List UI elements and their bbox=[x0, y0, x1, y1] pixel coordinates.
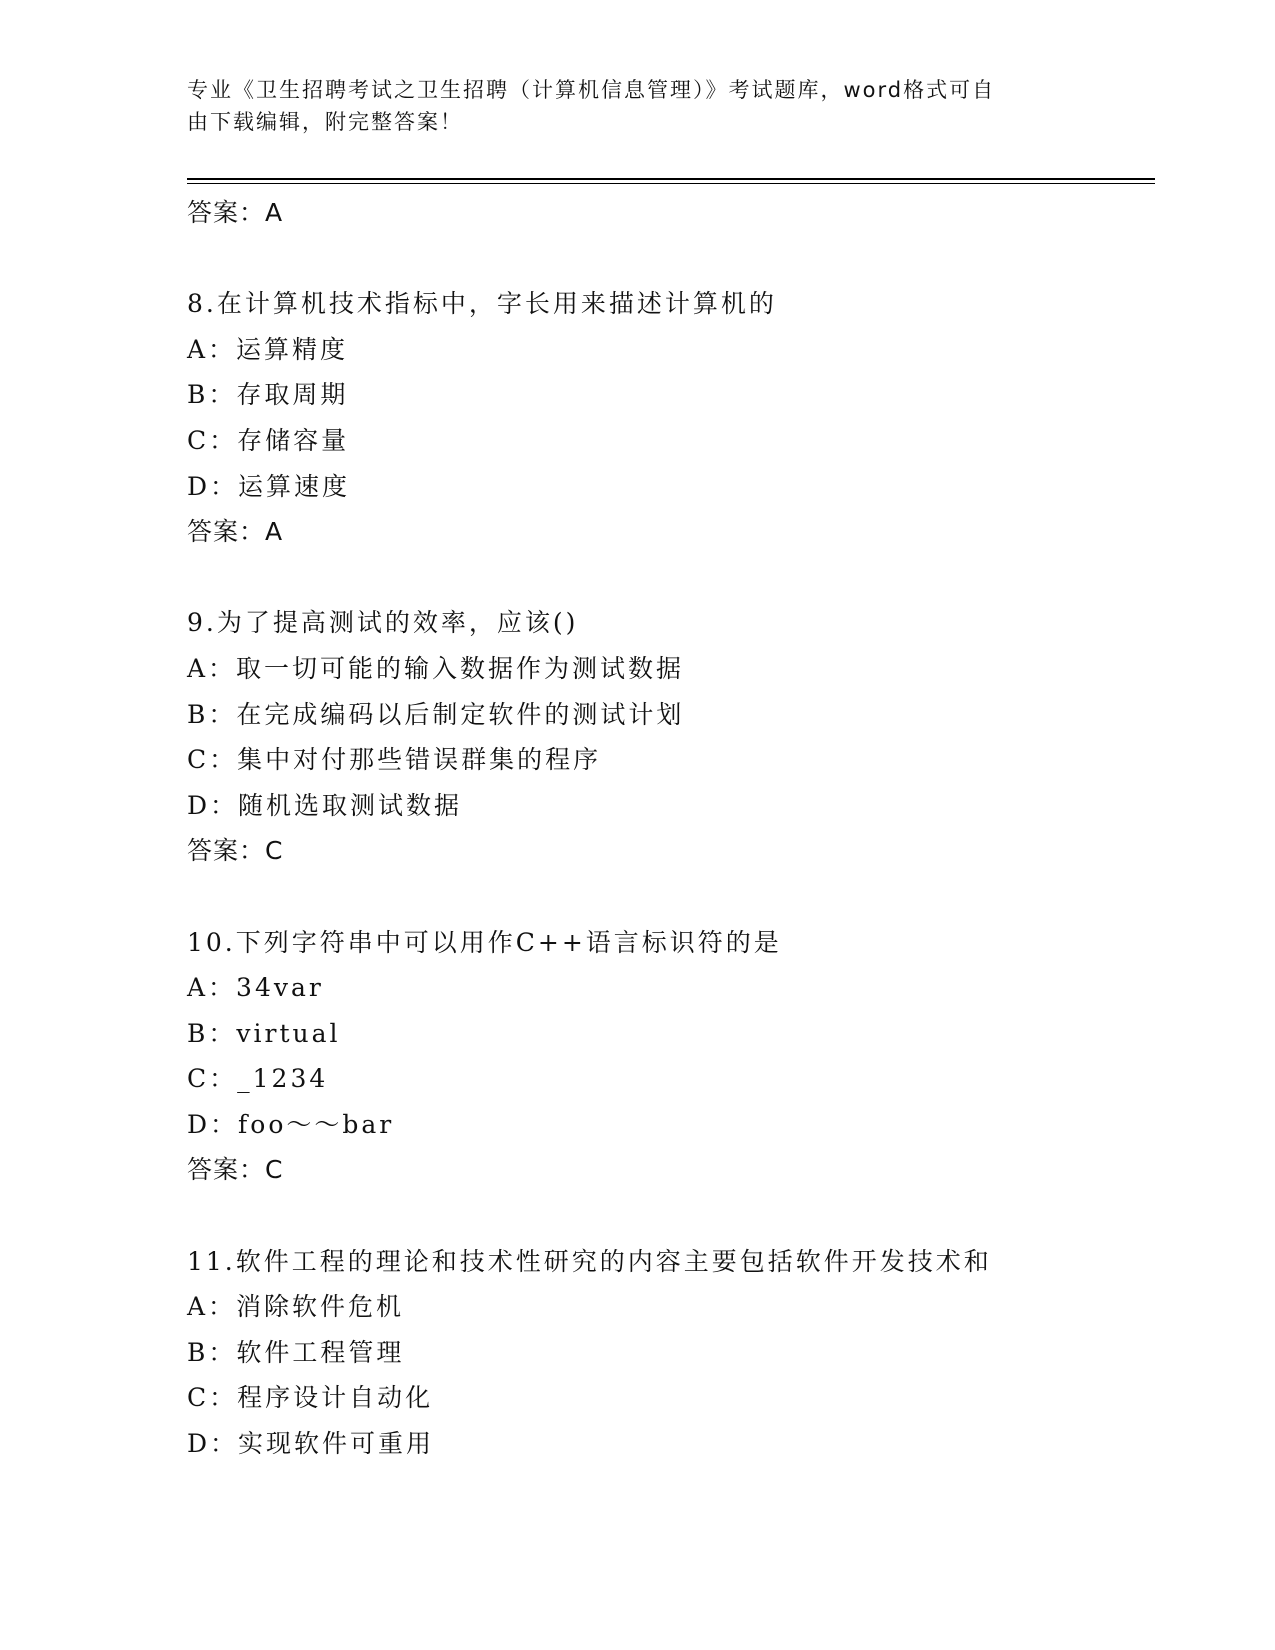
question-stem: 8.在计算机技术指标中，字长用来描述计算机的 bbox=[187, 289, 777, 319]
header-line-2: 由下载编辑，附完整答案！ bbox=[187, 110, 463, 134]
question-11 bbox=[187, 1239, 1167, 1467]
question-9 bbox=[187, 600, 1167, 874]
option-c: C：_1234 bbox=[187, 1064, 329, 1094]
option-b: B：软件工程管理 bbox=[187, 1337, 405, 1367]
answer-line: 答案：C bbox=[187, 1155, 284, 1185]
header-line-1: 专业《卫生招聘考试之卫生招聘（计算机信息管理）》考试题库，word格式可自 bbox=[187, 78, 996, 102]
option-c: C：程序设计自动化 bbox=[187, 1383, 434, 1413]
answer-line: 答案：C bbox=[187, 836, 284, 866]
header-divider-thick bbox=[187, 178, 1155, 180]
question-stem: 11.软件工程的理论和技术性研究的内容主要包括软件开发技术和 bbox=[187, 1246, 992, 1276]
question-stem: 9.为了提高测试的效率，应该() bbox=[187, 608, 579, 638]
option-b: B：virtual bbox=[187, 1018, 341, 1048]
question-list bbox=[187, 190, 1167, 1467]
option-b: B：在完成编码以后制定软件的测试计划 bbox=[187, 699, 685, 729]
option-a: A：消除软件危机 bbox=[187, 1292, 405, 1322]
option-b: B：存取周期 bbox=[187, 380, 349, 410]
question-8 bbox=[187, 281, 1167, 555]
option-d: D：实现软件可重用 bbox=[187, 1429, 435, 1459]
option-c: C：集中对付那些错误群集的程序 bbox=[187, 745, 602, 775]
option-a: A：取一切可能的输入数据作为测试数据 bbox=[187, 653, 685, 683]
option-a: A：运算精度 bbox=[187, 334, 349, 364]
option-d: D：随机选取测试数据 bbox=[187, 790, 463, 820]
option-a: A：34var bbox=[187, 973, 324, 1003]
header-divider-thin bbox=[187, 183, 1155, 184]
option-c: C：存储容量 bbox=[187, 425, 350, 455]
answer-line: 答案：A bbox=[187, 198, 284, 227]
question-10 bbox=[187, 920, 1167, 1194]
option-d: D：foo～～bar bbox=[187, 1109, 395, 1139]
answer-line: 答案：A bbox=[187, 517, 284, 547]
document-header bbox=[187, 74, 1087, 138]
option-d: D：运算速度 bbox=[187, 471, 351, 501]
question-stem: 10.下列字符串中可以用作C++语言标识符的是 bbox=[187, 927, 782, 957]
